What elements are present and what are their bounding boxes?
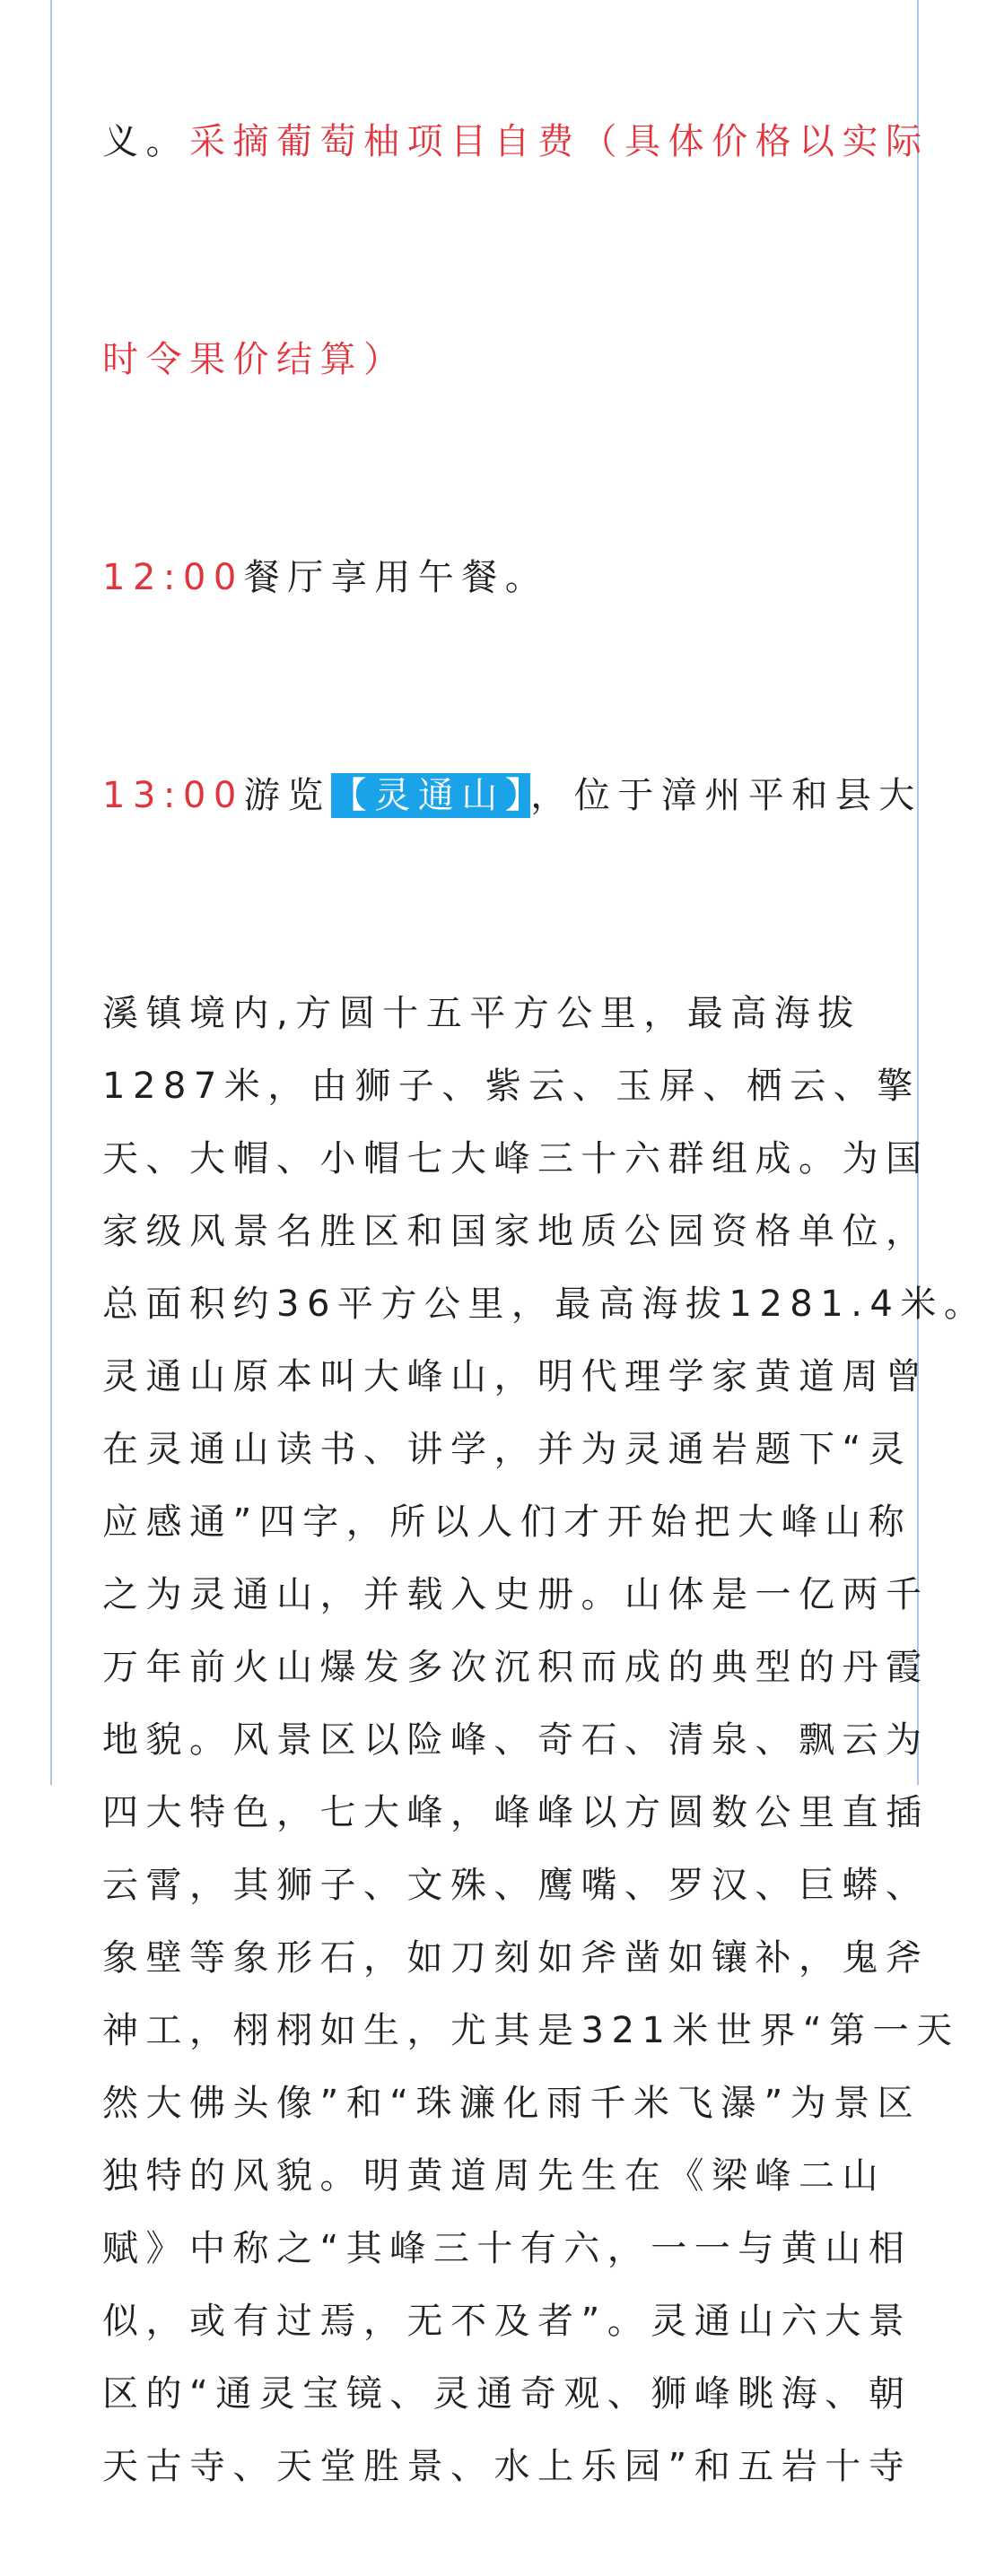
text-line: 天、大帽、小帽七大峰三十六群组成。为国 xyxy=(102,1138,930,1179)
text-line: 1287米，由狮子、紫云、玉屏、栖云、擎 xyxy=(102,1066,921,1107)
lingtong-mountain-highlight: 【灵通山】 xyxy=(330,775,531,816)
text-line: 万年前火山爆发多次沉积而成的典型的丹霞 xyxy=(102,1647,930,1688)
tour-line xyxy=(102,760,922,832)
text-line: 之为灵通山，并载入史册。山体是一亿两千 xyxy=(102,1574,930,1615)
text-line: 似，或有过焉，无不及者”。灵通山六大景 xyxy=(102,2301,913,2342)
text-line: 四大特色，七大峰，峰峰以方圆数公里直插 xyxy=(102,1792,930,1833)
self-pay-note: 采摘葡萄柚项目自费（具体价格以实际 xyxy=(189,121,930,162)
text-line: 象壁等象形石，如刀刻如斧凿如镶补，鬼斧 xyxy=(102,1937,930,1979)
self-pay-note-tail: 时令果价结算） xyxy=(102,339,407,380)
text-line: 地貌。风景区以险峰、奇石、清泉、飘云为 xyxy=(102,1719,930,1761)
text-line: 神工，栩栩如生，尤其是321米世界“第一天 xyxy=(102,2010,960,2051)
cut-off-line xyxy=(102,106,930,178)
text-line: 然大佛头像”和“珠濂化雨千米飞瀑”为景区 xyxy=(102,2083,921,2124)
line-fragment: 义。 xyxy=(102,121,189,162)
text-line: 溪镇境内,方圆十五平方公里，最高海拔 xyxy=(102,993,861,1034)
lunch-time: 12:00 xyxy=(102,557,244,598)
text-line: 独特的风貌。明黄道周先生在《梁峰二山 xyxy=(102,2155,886,2197)
lunch-line xyxy=(102,542,867,614)
tour-post: ，位于漳州平和县大 xyxy=(530,775,922,816)
tour-time: 13:00 xyxy=(102,775,244,816)
text-line: 天古寺、天堂胜景、水上乐园”和五岩十寺 xyxy=(102,2446,913,2487)
text-line: 应感通”四字，所以人们才开始把大峰山称 xyxy=(102,1501,913,1543)
text-line: 在灵通山读书、讲学，并为灵通岩题下“灵 xyxy=(102,1429,913,1470)
text-line: 赋》中称之“其峰三十有六，一一与黄山相 xyxy=(102,2228,913,2269)
text-line: 总面积约36平方公里，最高海拔1281.4米。 xyxy=(102,1284,987,1325)
text-line: 家级风景名胜区和国家地质公园资格单位， xyxy=(102,1211,930,1252)
self-pay-note-cont xyxy=(102,324,867,396)
text-line: 区的“通灵宝镜、灵通奇观、狮峰眺海、朝 xyxy=(102,2373,913,2415)
description-paragraph xyxy=(102,978,987,2503)
text-line: 云霄，其狮子、文殊、鹰嘴、罗汉、巨蟒、 xyxy=(102,1865,930,1906)
text-line: 灵通山原本叫大峰山，明代理学家黄道周曾 xyxy=(102,1356,930,1397)
lunch-text: 餐厅享用午餐。 xyxy=(243,557,549,598)
tour-pre: 游览 xyxy=(243,775,331,816)
itinerary-text xyxy=(102,0,987,2576)
